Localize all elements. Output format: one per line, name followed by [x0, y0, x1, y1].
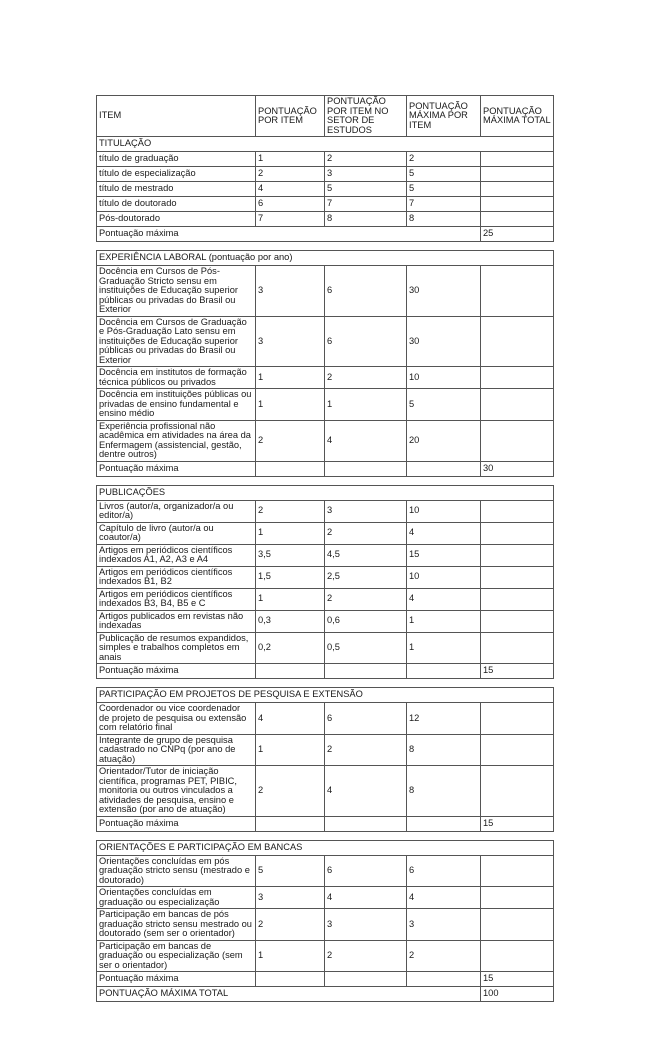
setor-cell: 2	[325, 734, 407, 766]
header-row	[97, 96, 554, 137]
total-cell-empty	[481, 887, 554, 909]
section-total-row	[97, 972, 554, 987]
section-title: TITULAÇÃO	[97, 137, 554, 152]
maxima-cell: 7	[407, 197, 481, 212]
maxima-cell: 12	[407, 703, 481, 735]
por-item-cell: 1	[256, 940, 325, 972]
item-cell: Pós-doutorado	[97, 212, 256, 227]
maxima-cell: 5	[407, 389, 481, 421]
empty-cell	[256, 461, 325, 476]
table-row	[97, 855, 554, 887]
item-cell: Artigos em periódicos científicos indexados A1, A2, A3 e A4	[97, 544, 256, 566]
setor-cell: 6	[325, 316, 407, 367]
total-cell-empty	[481, 610, 554, 632]
total-cell-empty	[481, 855, 554, 887]
por-item-cell: 3	[256, 266, 325, 317]
section-spacer	[97, 476, 554, 485]
section-total-row	[97, 816, 554, 831]
maxima-cell: 2	[407, 152, 481, 167]
section-total-value: 30	[481, 461, 554, 476]
por-item-cell: 1	[256, 367, 325, 389]
item-cell: Artigos publicados em revistas não indexadas	[97, 610, 256, 632]
section-title: PUBLICAÇÕES	[97, 485, 554, 500]
section-title-row	[97, 137, 554, 152]
setor-cell: 4	[325, 420, 407, 461]
section-total-label: Pontuação máxima	[97, 461, 256, 476]
setor-cell: 6	[325, 855, 407, 887]
total-cell-empty	[481, 500, 554, 522]
section-total-value: 15	[481, 972, 554, 987]
total-cell-empty	[481, 522, 554, 544]
total-cell-empty	[481, 420, 554, 461]
empty-cell	[325, 664, 407, 679]
maxima-cell: 4	[407, 887, 481, 909]
item-cell: Integrante de grupo de pesquisa cadastrado no CNPq (por ano de atuação)	[97, 734, 256, 766]
item-cell: título de graduação	[97, 152, 256, 167]
total-cell-empty	[481, 940, 554, 972]
section-title-row	[97, 688, 554, 703]
empty-cell	[256, 816, 325, 831]
spacer-cell	[97, 831, 554, 840]
empty-cell	[256, 664, 325, 679]
por-item-cell: 2	[256, 420, 325, 461]
por-item-cell: 1	[256, 152, 325, 167]
table-row	[97, 182, 554, 197]
total-cell-empty	[481, 389, 554, 421]
table-row	[97, 167, 554, 182]
section-spacer	[97, 242, 554, 251]
por-item-cell: 1	[256, 588, 325, 610]
maxima-cell: 15	[407, 544, 481, 566]
item-cell: Artigos em periódicos científicos indexados B1, B2	[97, 566, 256, 588]
table-row	[97, 632, 554, 664]
setor-cell: 1	[325, 389, 407, 421]
table-row	[97, 522, 554, 544]
empty-cell	[407, 461, 481, 476]
por-item-cell: 0,3	[256, 610, 325, 632]
table-row	[97, 197, 554, 212]
table-row	[97, 266, 554, 317]
por-item-cell: 3	[256, 316, 325, 367]
empty-cell	[407, 972, 481, 987]
maxima-cell: 1	[407, 632, 481, 664]
setor-cell: 3	[325, 167, 407, 182]
por-item-cell: 1	[256, 389, 325, 421]
empty-cell	[325, 972, 407, 987]
table-row	[97, 909, 554, 941]
item-cell: título de especialização	[97, 167, 256, 182]
item-cell: Docência em Cursos de Pós-Graduação Stricto sensu em instituições de Educação superior públicas ou privadas do Brasil ou Exterior	[97, 266, 256, 317]
section-spacer	[97, 831, 554, 840]
spacer-cell	[97, 242, 554, 251]
header-maxima-item: PONTUAÇÃO MÁXIMA POR ITEM	[407, 96, 481, 137]
por-item-cell: 0,2	[256, 632, 325, 664]
table-row	[97, 766, 554, 817]
setor-cell: 4	[325, 887, 407, 909]
table-row	[97, 212, 554, 227]
total-cell-empty	[481, 367, 554, 389]
item-cell: Docência em instituições públicas ou privadas de ensino fundamental e ensino médio	[97, 389, 256, 421]
total-cell-empty	[481, 703, 554, 735]
por-item-cell: 1	[256, 522, 325, 544]
section-total-value: 25	[481, 227, 554, 242]
maxima-cell: 4	[407, 588, 481, 610]
item-cell: título de mestrado	[97, 182, 256, 197]
total-cell-empty	[481, 566, 554, 588]
maxima-cell: 6	[407, 855, 481, 887]
item-cell: Participação em bancas de pós graduação stricto sensu mestrado ou doutorado (sem ser o orientador)	[97, 909, 256, 941]
table-row	[97, 316, 554, 367]
table-row	[97, 500, 554, 522]
por-item-cell: 2	[256, 167, 325, 182]
total-cell-empty	[481, 167, 554, 182]
spacer-cell	[97, 476, 554, 485]
total-cell-empty	[481, 266, 554, 317]
item-cell: Experiência profissional não acadêmica em atividades na área da Enfermagem (assistencial, gestão, dentre outros)	[97, 420, 256, 461]
item-cell: título de doutorado	[97, 197, 256, 212]
section-title-row	[97, 251, 554, 266]
maxima-cell: 10	[407, 367, 481, 389]
header-setor: PONTUAÇÃO POR ITEM NO SETOR DE ESTUDOS	[325, 96, 407, 137]
section-total-label: Pontuação máxima	[97, 227, 481, 242]
setor-cell: 2	[325, 367, 407, 389]
por-item-cell: 1,5	[256, 566, 325, 588]
section-total-value: 15	[481, 664, 554, 679]
setor-cell: 5	[325, 182, 407, 197]
setor-cell: 2	[325, 588, 407, 610]
table-row	[97, 703, 554, 735]
por-item-cell: 3,5	[256, 544, 325, 566]
table-row	[97, 588, 554, 610]
section-total-row	[97, 461, 554, 476]
setor-cell: 4	[325, 766, 407, 817]
por-item-cell: 1	[256, 734, 325, 766]
por-item-cell: 7	[256, 212, 325, 227]
maxima-cell: 10	[407, 566, 481, 588]
total-cell-empty	[481, 734, 554, 766]
maxima-cell: 8	[407, 734, 481, 766]
setor-cell: 3	[325, 500, 407, 522]
item-cell: Artigos em periódicos científicos indexados B3, B4, B5 e C	[97, 588, 256, 610]
por-item-cell: 2	[256, 909, 325, 941]
por-item-cell: 4	[256, 182, 325, 197]
por-item-cell: 4	[256, 703, 325, 735]
table-row	[97, 566, 554, 588]
section-title-row	[97, 485, 554, 500]
table-row	[97, 544, 554, 566]
maxima-cell: 30	[407, 316, 481, 367]
maxima-cell: 1	[407, 610, 481, 632]
grand-total-label: PONTUAÇÃO MÁXIMA TOTAL	[97, 987, 481, 1002]
total-cell-empty	[481, 588, 554, 610]
item-cell: Participação em bancas de graduação ou especialização (sem ser o orientador)	[97, 940, 256, 972]
spacer-cell	[97, 679, 554, 688]
item-cell: Orientações concluídas em pós graduação stricto sensu (mestrado e doutorado)	[97, 855, 256, 887]
section-total-value: 15	[481, 816, 554, 831]
total-cell-empty	[481, 632, 554, 664]
table-body	[97, 137, 554, 1002]
total-cell-empty	[481, 212, 554, 227]
total-cell-empty	[481, 316, 554, 367]
por-item-cell: 2	[256, 766, 325, 817]
maxima-cell: 30	[407, 266, 481, 317]
maxima-cell: 20	[407, 420, 481, 461]
table-row	[97, 420, 554, 461]
empty-cell	[407, 816, 481, 831]
item-cell: Orientador/Tutor de iniciação científica, programas PET, PIBIC, monitoria ou outros vinculados a atividades de pesquisa, ensino e extensão (por ano de atuação)	[97, 766, 256, 817]
section-total-row	[97, 227, 554, 242]
section-title: EXPERIÊNCIA LABORAL (pontuação por ano)	[97, 251, 554, 266]
item-cell: Capítulo de livro (autor/a ou coautor/a)	[97, 522, 256, 544]
total-cell-empty	[481, 544, 554, 566]
table-row	[97, 940, 554, 972]
setor-cell: 0,6	[325, 610, 407, 632]
section-spacer	[97, 679, 554, 688]
maxima-cell: 8	[407, 212, 481, 227]
maxima-cell: 5	[407, 167, 481, 182]
setor-cell: 7	[325, 197, 407, 212]
setor-cell: 0,5	[325, 632, 407, 664]
grand-total-value: 100	[481, 987, 554, 1002]
item-cell: Publicação de resumos expandidos, simples e trabalhos completos em anais	[97, 632, 256, 664]
section-title-row	[97, 840, 554, 855]
table-row	[97, 152, 554, 167]
setor-cell: 2	[325, 522, 407, 544]
item-cell: Docência em institutos de formação técnica públicos ou privados	[97, 367, 256, 389]
setor-cell: 2	[325, 152, 407, 167]
grand-total-row	[97, 987, 554, 1002]
table-row	[97, 734, 554, 766]
section-total-label: Pontuação máxima	[97, 664, 256, 679]
por-item-cell: 3	[256, 887, 325, 909]
setor-cell: 2	[325, 940, 407, 972]
maxima-cell: 4	[407, 522, 481, 544]
item-cell: Docência em Cursos de Graduação e Pós-Graduação Lato sensu em instituições de Educação superior públicas ou privadas do Brasil ou Exterior	[97, 316, 256, 367]
header-por-item: PONTUAÇÃO POR ITEM	[256, 96, 325, 137]
total-cell-empty	[481, 152, 554, 167]
section-total-label: Pontuação máxima	[97, 816, 256, 831]
maxima-cell: 10	[407, 500, 481, 522]
setor-cell: 4,5	[325, 544, 407, 566]
section-title: ORIENTAÇÕES E PARTICIPAÇÃO EM BANCAS	[97, 840, 554, 855]
table-row	[97, 367, 554, 389]
scoring-table	[96, 95, 554, 1002]
setor-cell: 8	[325, 212, 407, 227]
section-total-row	[97, 664, 554, 679]
section-title: PARTICIPAÇÃO EM PROJETOS DE PESQUISA E EXTENSÃO	[97, 688, 554, 703]
empty-cell	[407, 664, 481, 679]
item-cell: Orientações concluídas em graduação ou especialização	[97, 887, 256, 909]
setor-cell: 6	[325, 266, 407, 317]
table-row	[97, 389, 554, 421]
maxima-cell: 5	[407, 182, 481, 197]
total-cell-empty	[481, 197, 554, 212]
header-maxima-total: PONTUAÇÃO MÁXIMA TOTAL	[481, 96, 554, 137]
maxima-cell: 3	[407, 909, 481, 941]
setor-cell: 2,5	[325, 566, 407, 588]
total-cell-empty	[481, 182, 554, 197]
setor-cell: 3	[325, 909, 407, 941]
maxima-cell: 2	[407, 940, 481, 972]
maxima-cell: 8	[407, 766, 481, 817]
empty-cell	[325, 816, 407, 831]
table-row	[97, 887, 554, 909]
empty-cell	[325, 461, 407, 476]
header-item: ITEM	[97, 96, 256, 137]
por-item-cell: 6	[256, 197, 325, 212]
por-item-cell: 2	[256, 500, 325, 522]
total-cell-empty	[481, 766, 554, 817]
table-row	[97, 610, 554, 632]
total-cell-empty	[481, 909, 554, 941]
setor-cell: 6	[325, 703, 407, 735]
section-total-label: Pontuação máxima	[97, 972, 256, 987]
por-item-cell: 5	[256, 855, 325, 887]
item-cell: Coordenador ou vice coordenador de projeto de pesquisa ou extensão com relatório final	[97, 703, 256, 735]
item-cell: Livros (autor/a, organizador/a ou editor/a)	[97, 500, 256, 522]
empty-cell	[256, 972, 325, 987]
